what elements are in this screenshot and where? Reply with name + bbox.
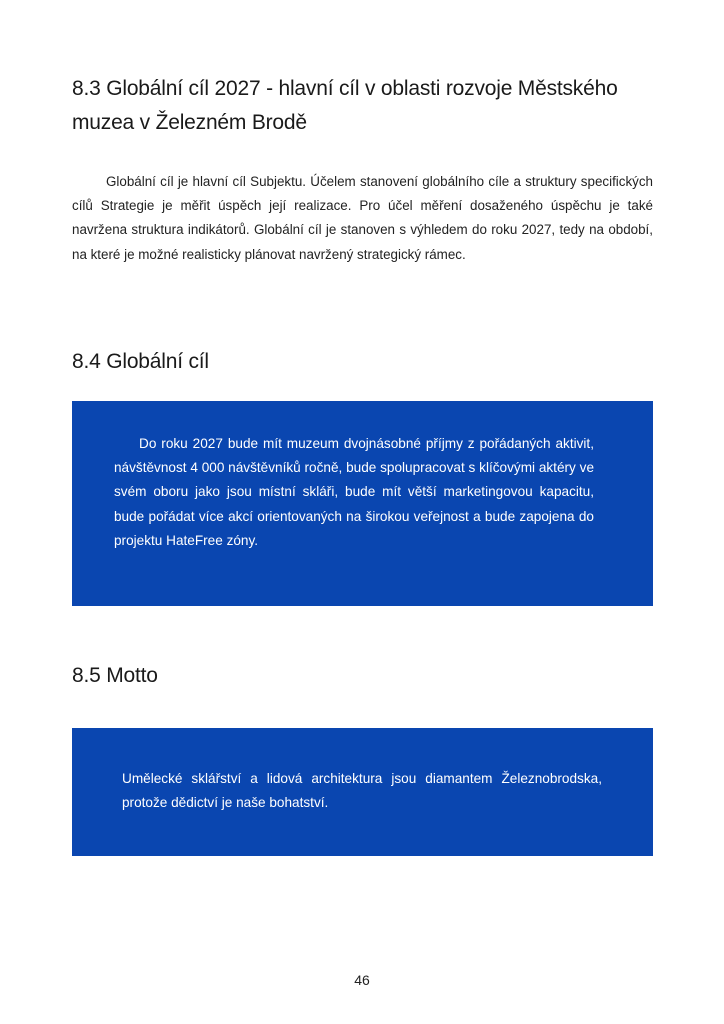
global-goal-text: Do roku 2027 bude mít muzeum dvojnásobné příjmy z pořádaných aktivit, návštěvnost 4 000 návštěvníků ročně, bude spolupracovat s klíčovými aktéry ve svém oboru jako jsou místní skláři, bude mít větší marketingovou kapacitu, bude pořádat více akcí orientovaných na širokou veřejnost a bude zapojena do projektu HateFree zóny. (114, 436, 594, 548)
motto-text: Umělecké sklářství a lidová architektura jsou diamantem Železnobrodska, protože dědictví je naše bohatství. (122, 771, 602, 811)
section-8-5-heading: 8.5 Motto (72, 664, 158, 687)
page-number: 46 (354, 972, 370, 988)
motto-box (72, 728, 653, 856)
section-8-4-heading: 8.4 Globální cíl (72, 350, 209, 373)
section-8-3-heading: 8.3 Globální cíl 2027 - hlavní cíl v oblasti rozvoje Městského muzea v Železném Brodě (72, 77, 618, 134)
section-8-3-paragraph: Globální cíl je hlavní cíl Subjektu. Účelem stanovení globálního cíle a struktury specifických cílů Strategie je měřit úspěch její realizace. Pro účel měření dosaženého úspěchu je také navržena struktura indikátorů. Globální cíl je stanoven s výhledem do roku 2027, tedy na období, na které je možné realisticky plánovat navržený strategický rámec. (72, 174, 653, 262)
global-goal-box (72, 401, 653, 606)
